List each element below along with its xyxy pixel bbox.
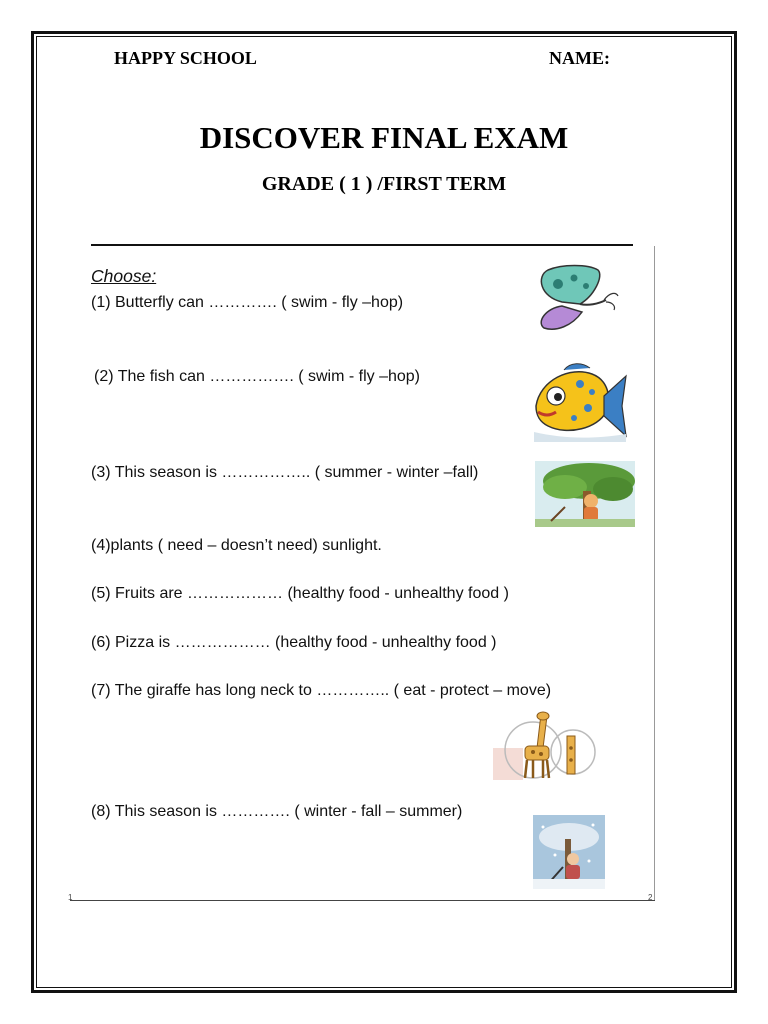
name-label: NAME: <box>549 48 610 68</box>
question-1: (1) Butterfly can …………. ( swim - fly –hop) <box>91 294 404 311</box>
grade-label: GRADE ( 1 ) /FIRST TERM <box>261 173 507 195</box>
footer-mark-right: 2 <box>648 893 653 902</box>
question-7: (7) The giraffe has long neck to ………….. ( eat - protect – move) <box>91 682 552 699</box>
school-name: HAPPY SCHOOL <box>114 48 257 68</box>
fish-icon <box>530 360 630 442</box>
giraffe-icon <box>493 708 597 780</box>
question-4: (4)plants ( need – doesn’t need) sunlight. <box>91 537 382 554</box>
instruction-heading: Choose: <box>91 266 157 286</box>
question-3: (3) This season is …………….. ( summer - winter –fall) <box>91 464 479 481</box>
question-5: (5) Fruits are ……………… (healthy food - unhealthy food ) <box>91 585 509 602</box>
footer-mark-left: 1 <box>68 893 73 902</box>
butterfly-icon <box>532 262 622 334</box>
section-side-line <box>654 246 655 901</box>
question-8: (8) This season is …………. ( winter - fall – summer) <box>91 803 463 820</box>
winter-scene-icon <box>533 815 605 889</box>
section-top-rule <box>91 244 633 246</box>
section-bottom-rule <box>70 900 655 901</box>
question-2: (2) The fish can ……………. ( swim - fly –hop) <box>94 368 420 385</box>
summer-tree-icon <box>535 461 635 527</box>
exam-title: DISCOVER FINAL EXAM <box>199 120 569 155</box>
question-6: (6) Pizza is ……………… (healthy food - unhealthy food ) <box>91 634 497 651</box>
